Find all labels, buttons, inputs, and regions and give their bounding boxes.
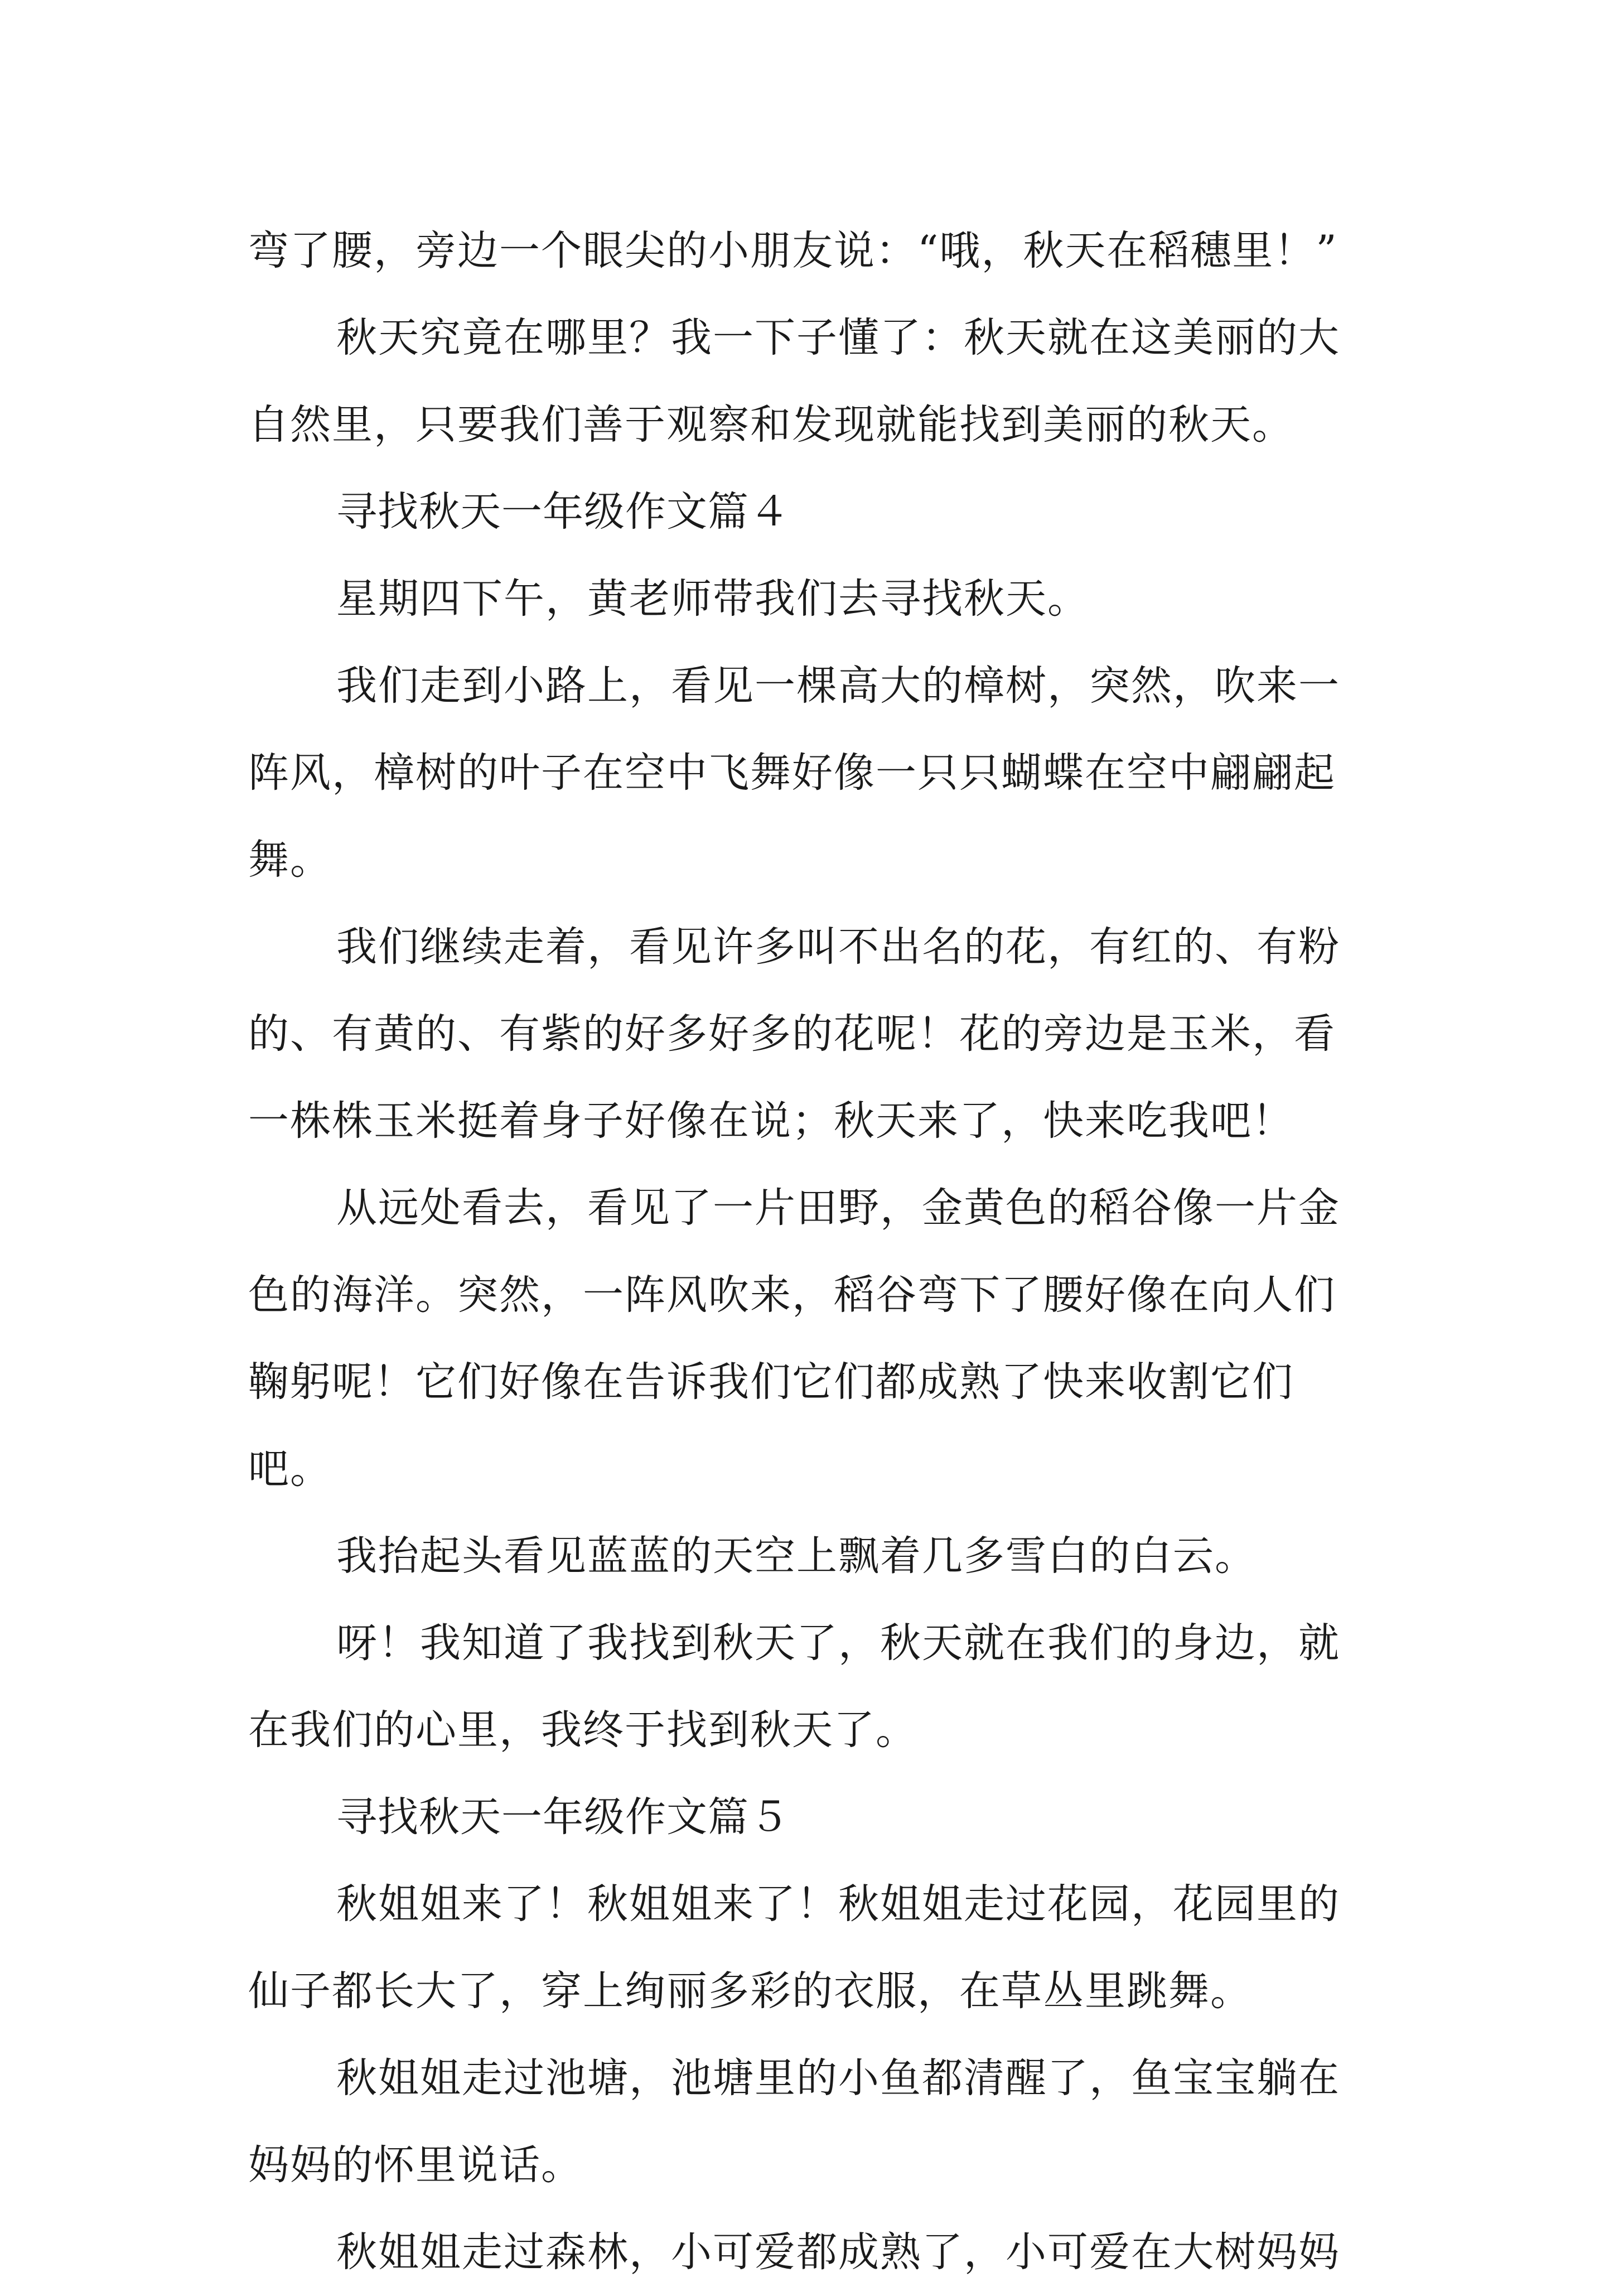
- paragraph-start-line: 我们继续走着，看见许多叫不出名的花，有红的、有粉: [336, 923, 1340, 971]
- text-line: 吧。: [248, 1445, 332, 1493]
- paragraph-start-line: 秋姐姐走过森林，小可爱都成熟了，小可爱在大树妈妈: [336, 2229, 1340, 2276]
- paragraph-start-line: 秋天究竟在哪里？我一下子懂了：秋天就在这美丽的大: [336, 314, 1340, 361]
- paragraph-start-line: 我们走到小路上，看见一棵高大的樟树，突然，吹来一: [336, 662, 1340, 710]
- paragraph-start-line: 从远处看去，看见了一片田野，金黄色的稻谷像一片金: [336, 1184, 1340, 1232]
- text-line: 色的海洋。突然，一阵风吹来，稻谷弯下了腰好像在向人们: [248, 1271, 1336, 1319]
- text-line: 妈妈的怀里说话。: [248, 2141, 583, 2189]
- text-line: 一株株玉米挺着身子好像在说；秋天来了，快来吃我吧！: [248, 1097, 1294, 1145]
- paragraph-start-line: 秋姐姐走过池塘，池塘里的小鱼都清醒了，鱼宝宝躺在: [336, 2054, 1340, 2102]
- section-heading-5: 寻找秋天一年级作文篇５: [336, 1793, 790, 1841]
- text-line: 鞠躬呢！它们好像在告诉我们它们都成熟了快来收割它们: [248, 1358, 1294, 1406]
- paragraph-start-line: 我抬起头看见蓝蓝的天空上飘着几多雪白的白云。: [336, 1532, 1257, 1580]
- section-heading-4: 寻找秋天一年级作文篇４: [336, 488, 790, 536]
- text-line: 弯了腰，旁边一个眼尖的小朋友说：“哦，秋天在稻穗里！”: [248, 227, 1338, 274]
- text-line: 自然里，只要我们善于观察和发现就能找到美丽的秋天。: [248, 401, 1294, 448]
- paragraph-start-line: 呀！我知道了我找到秋天了，秋天就在我们的身边，就: [336, 1619, 1340, 1667]
- paragraph-start-line: 星期四下午，黄老师带我们去寻找秋天。: [336, 575, 1089, 623]
- text-line: 仙子都长大了，穿上绚丽多彩的衣服，在草丛里跳舞。: [248, 1967, 1252, 2015]
- text-line: 舞。: [248, 836, 332, 884]
- text-line: 阵风，樟树的叶子在空中飞舞好像一只只蝴蝶在空中翩翩起: [248, 749, 1336, 797]
- paragraph-start-line: 秋姐姐来了！秋姐姐来了！秋姐姐走过花园，花园里的: [336, 1880, 1340, 1928]
- text-line: 在我们的心里，我终于找到秋天了。: [248, 1706, 917, 1754]
- text-line: 的、有黄的、有紫的好多好多的花呢！花的旁边是玉米，看: [248, 1010, 1336, 1058]
- document-body: [248, 208, 1386, 2296]
